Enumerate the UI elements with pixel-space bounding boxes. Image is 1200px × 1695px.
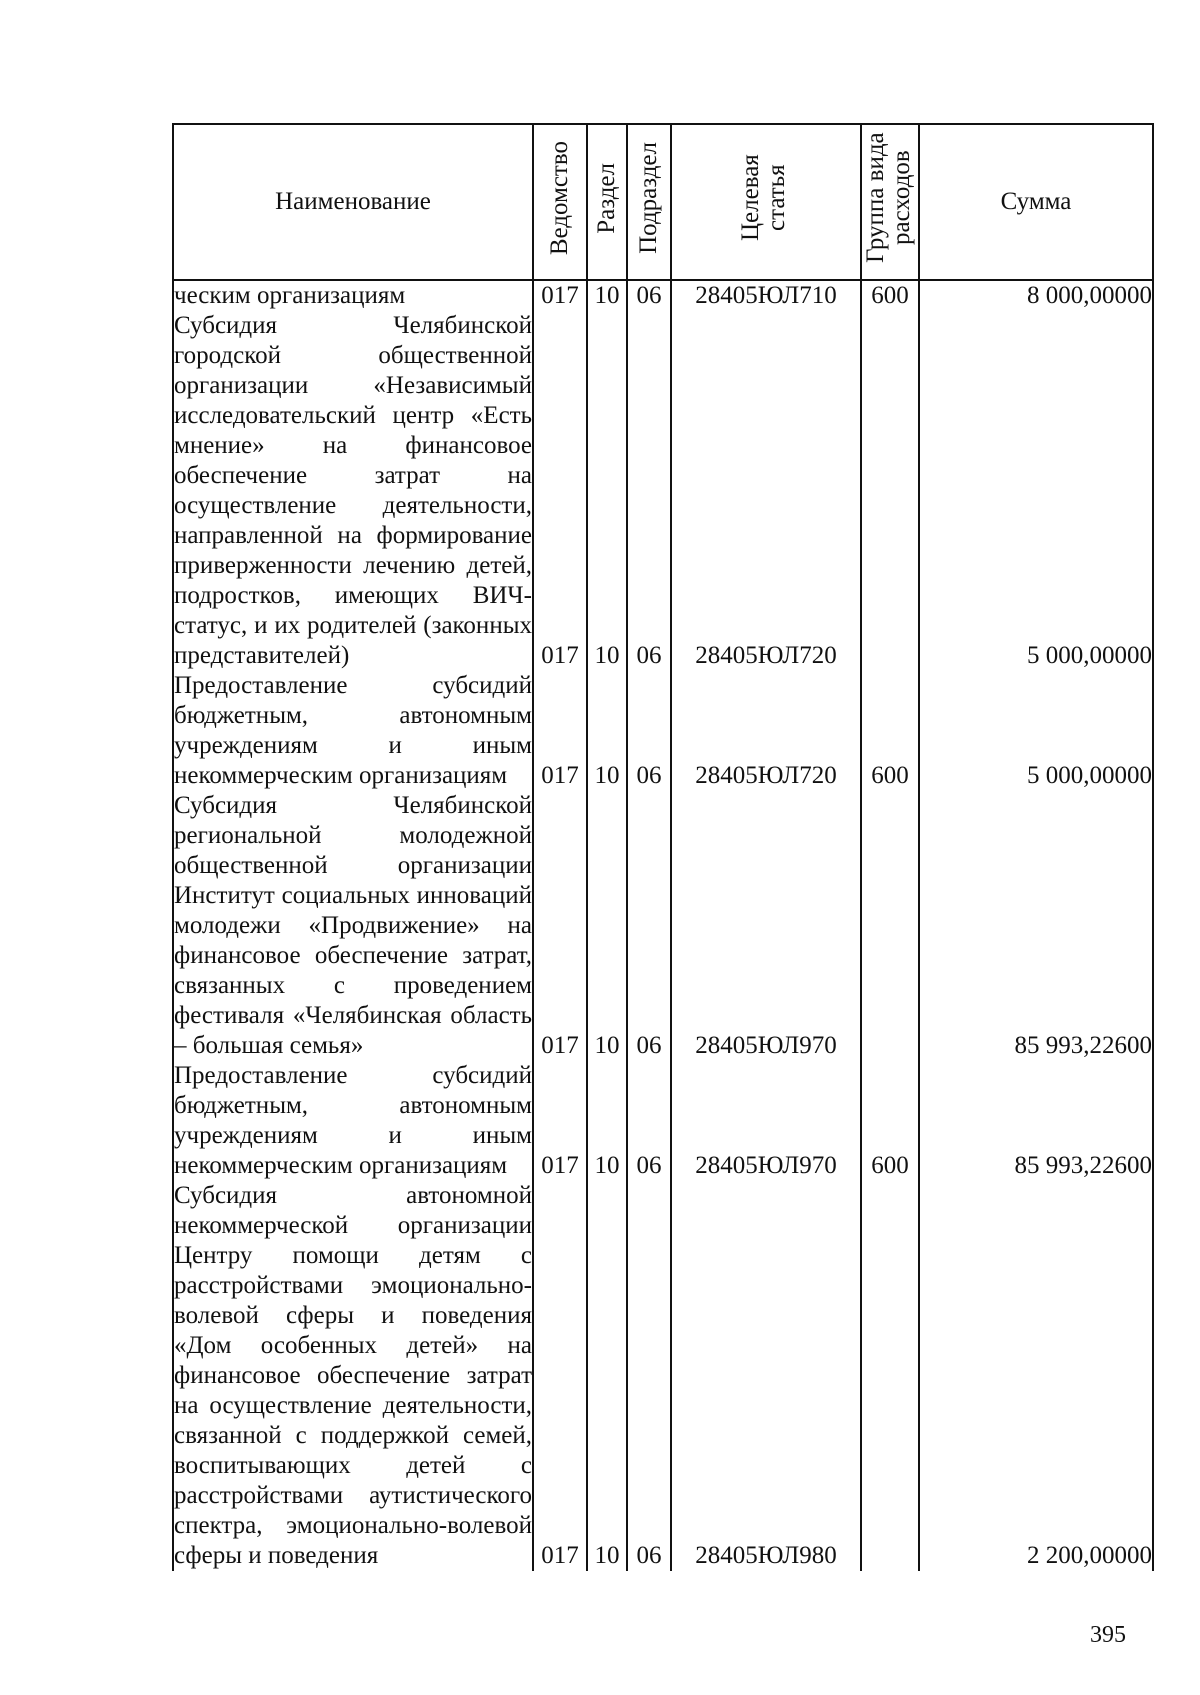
row-expense-group: 600 bbox=[861, 671, 919, 791]
row-expense-group bbox=[861, 791, 919, 1061]
row-target-article: 28405ЮЛ710 bbox=[671, 280, 861, 311]
row-expense-group bbox=[861, 311, 919, 671]
row-amount: 85 993,22600 bbox=[919, 791, 1153, 1061]
row-amount: 5 000,00000 bbox=[919, 311, 1153, 671]
row-target-article: 28405ЮЛ970 bbox=[671, 1061, 861, 1181]
header-amount: Сумма bbox=[919, 124, 1153, 280]
row-expense-group: 600 bbox=[861, 1061, 919, 1181]
row-amount: 5 000,00000 bbox=[919, 671, 1153, 791]
row-subsection: 06 bbox=[627, 311, 671, 671]
row-department: 017 bbox=[533, 280, 587, 311]
row-section: 10 bbox=[587, 791, 627, 1061]
header-name: Наименование bbox=[173, 124, 533, 280]
row-target-article: 28405ЮЛ720 bbox=[671, 671, 861, 791]
row-section: 10 bbox=[587, 1061, 627, 1181]
header-subsection: Подраздел bbox=[627, 124, 671, 280]
row-name: Субсидия Челябинской региональной молодежной общественной организации Институт социальных инноваций молодежи «Продвижение» на финансовое обеспечение затрат, связанных с проведением фестиваля «Челябинская область – большая семья» bbox=[174, 792, 532, 1059]
row-name: ческим организациям bbox=[173, 280, 533, 311]
row-subsection: 06 bbox=[627, 791, 671, 1061]
table-row bbox=[173, 280, 1153, 311]
header-department: Ведомство bbox=[533, 124, 587, 280]
table-row bbox=[173, 311, 1153, 671]
row-name: Предоставление субсидий бюджетным, автономным учреждениям и иным некоммерческим организациям bbox=[174, 1062, 532, 1179]
row-amount: 2 200,00000 bbox=[919, 1181, 1153, 1571]
row-department: 017 bbox=[533, 1061, 587, 1181]
table-row bbox=[173, 671, 1153, 791]
row-subsection: 06 bbox=[627, 671, 671, 791]
row-department: 017 bbox=[533, 671, 587, 791]
table-row bbox=[173, 1061, 1153, 1181]
row-department: 017 bbox=[533, 791, 587, 1061]
row-section: 10 bbox=[587, 311, 627, 671]
row-expense-group bbox=[861, 1181, 919, 1571]
page-number: 395 bbox=[1090, 1622, 1126, 1648]
header-section: Раздел bbox=[587, 124, 627, 280]
row-name: Субсидия автономной некоммерческой организации Центру помощи детям с расстройствами эмоционально-волевой сферы и поведения «Дом особенных детей» на финансовое обеспечение затрат на осуществление деятельности, связанной с поддержкой семей, воспитывающих детей с расстройствами аутистического спектра, эмоционально-волевой сферы и поведения bbox=[174, 1182, 532, 1569]
table-row bbox=[173, 1181, 1153, 1571]
row-subsection: 06 bbox=[627, 1061, 671, 1181]
row-amount: 85 993,22600 bbox=[919, 1061, 1153, 1181]
row-section: 10 bbox=[587, 280, 627, 311]
row-subsection: 06 bbox=[627, 280, 671, 311]
row-section: 10 bbox=[587, 1181, 627, 1571]
row-amount: 8 000,00000 bbox=[919, 280, 1153, 311]
row-department: 017 bbox=[533, 311, 587, 671]
row-name: Предоставление субсидий бюджетным, автономным учреждениям и иным некоммерческим организациям bbox=[174, 672, 532, 789]
header-target-article: Целевая статья bbox=[671, 124, 861, 280]
row-section: 10 bbox=[587, 671, 627, 791]
row-target-article: 28405ЮЛ720 bbox=[671, 311, 861, 671]
table-row bbox=[173, 791, 1153, 1061]
row-target-article: 28405ЮЛ980 bbox=[671, 1181, 861, 1571]
budget-table bbox=[172, 123, 1154, 1571]
row-department: 017 bbox=[533, 1181, 587, 1571]
row-subsection: 06 bbox=[627, 1181, 671, 1571]
row-target-article: 28405ЮЛ970 bbox=[671, 791, 861, 1061]
row-expense-group: 600 bbox=[861, 280, 919, 311]
row-name: Субсидия Челябинской городской общественной организации «Независимый исследовательский центр «Есть мнение» на финансовое обеспечение затрат на осуществление деятельности, направленной на формирование приверженности лечению детей, подростков, имеющих ВИЧ-статус, и их родителей (законных представителей) bbox=[174, 312, 532, 669]
table-header-row bbox=[173, 124, 1153, 280]
header-expense-group: Группа вида расходов bbox=[861, 124, 919, 280]
